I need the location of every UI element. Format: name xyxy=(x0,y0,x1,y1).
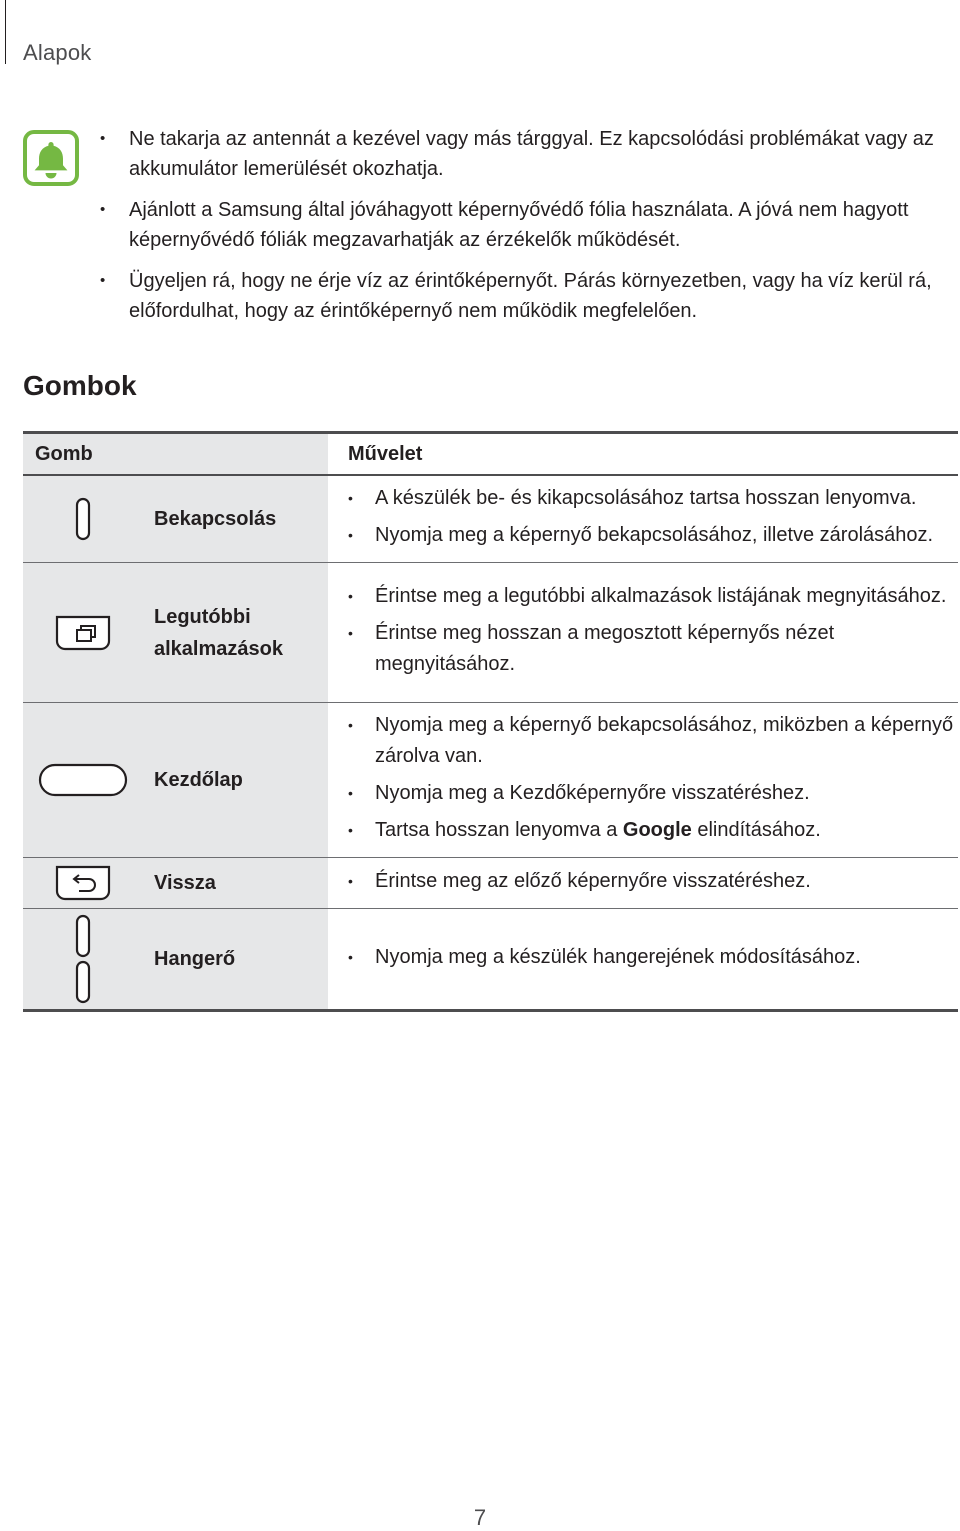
action-item: • Nyomja meg a készülék hangerejének módosításához. xyxy=(348,942,958,973)
recent-apps-icon xyxy=(55,615,111,651)
key-actions-cell xyxy=(328,703,958,858)
action-item: • Érintse meg az előző képernyőre visszatéréshez. xyxy=(348,866,958,897)
key-actions-cell xyxy=(328,475,958,563)
home-key-icon xyxy=(38,762,128,798)
buttons-table xyxy=(23,431,958,1012)
key-name: Kezdőlap xyxy=(143,703,328,858)
key-actions-cell xyxy=(328,563,958,703)
google-label: Google xyxy=(622,819,692,841)
table-row xyxy=(23,858,958,909)
key-actions-cell xyxy=(328,858,958,909)
action-text: Tartsa hosszan lenyomva a xyxy=(375,819,623,841)
notice-item: • Ügyeljen rá, hogy ne érje víz az érintőképernyőt. Párás környezetben, vagy ha víz kerül rá, előfordulhat, hogy az érintőképernyő nem működik megfelelően. xyxy=(100,266,956,326)
section-heading: Gombok xyxy=(23,370,137,401)
page-number: 7 xyxy=(473,1505,487,1530)
table-row xyxy=(23,909,958,1011)
section-label: Alapok xyxy=(23,40,92,65)
action-item: • Nyomja meg a Kezdőképernyőre visszatéréshez. xyxy=(348,778,958,809)
volume-keys-icon xyxy=(73,914,93,1004)
action-item: • Nyomja meg a képernyő bekapcsolásához, illetve zárolásához. xyxy=(348,520,958,551)
key-actions-cell xyxy=(328,909,958,1011)
key-icon-cell xyxy=(23,703,143,858)
key-name: Hangerő xyxy=(143,909,328,1011)
key-icon-cell xyxy=(23,475,143,563)
power-key-icon xyxy=(73,497,93,541)
table-row xyxy=(23,563,958,703)
notice-item: • Ne takarja az antennát a kezével vagy más tárggyal. Ez kapcsolódási problémákat vagy az akkumulátor lemerülését okozhatja. xyxy=(100,124,956,184)
table-row xyxy=(23,703,958,858)
key-name: Vissza xyxy=(143,858,328,909)
table-row xyxy=(23,475,958,563)
back-key-icon xyxy=(55,865,111,901)
key-icon-cell xyxy=(23,909,143,1011)
action-item: • Nyomja meg a képernyő bekapcsolásához, miközben a képernyő zárolva van. xyxy=(348,710,958,772)
column-header-button: Gomb xyxy=(23,433,328,476)
key-icon-cell xyxy=(23,858,143,909)
notification-bell-icon xyxy=(23,130,79,186)
column-header-action: Művelet xyxy=(328,433,958,476)
corner-divider xyxy=(5,0,6,64)
action-item: • Érintse meg a legutóbbi alkalmazások listájának megnyitásához. xyxy=(348,581,958,612)
action-item xyxy=(348,815,958,846)
key-name: Bekapcsolás xyxy=(143,475,328,563)
key-name: Legutóbbi alkalmazások xyxy=(143,563,328,703)
action-item: • Érintse meg hosszan a megosztott képernyős nézet megnyitásához. xyxy=(348,618,958,680)
key-icon-cell xyxy=(23,563,143,703)
notice-list xyxy=(100,124,956,337)
table-header-row xyxy=(23,433,958,476)
notice-item: • Ajánlott a Samsung által jóváhagyott képernyővédő fólia használata. A jóvá nem hagyott képernyővédő fóliák megzavarhatják az érzékelők működését. xyxy=(100,195,956,255)
action-text: elindításához. xyxy=(691,819,821,841)
action-item: • A készülék be- és kikapcsolásához tartsa hosszan lenyomva. xyxy=(348,483,958,514)
